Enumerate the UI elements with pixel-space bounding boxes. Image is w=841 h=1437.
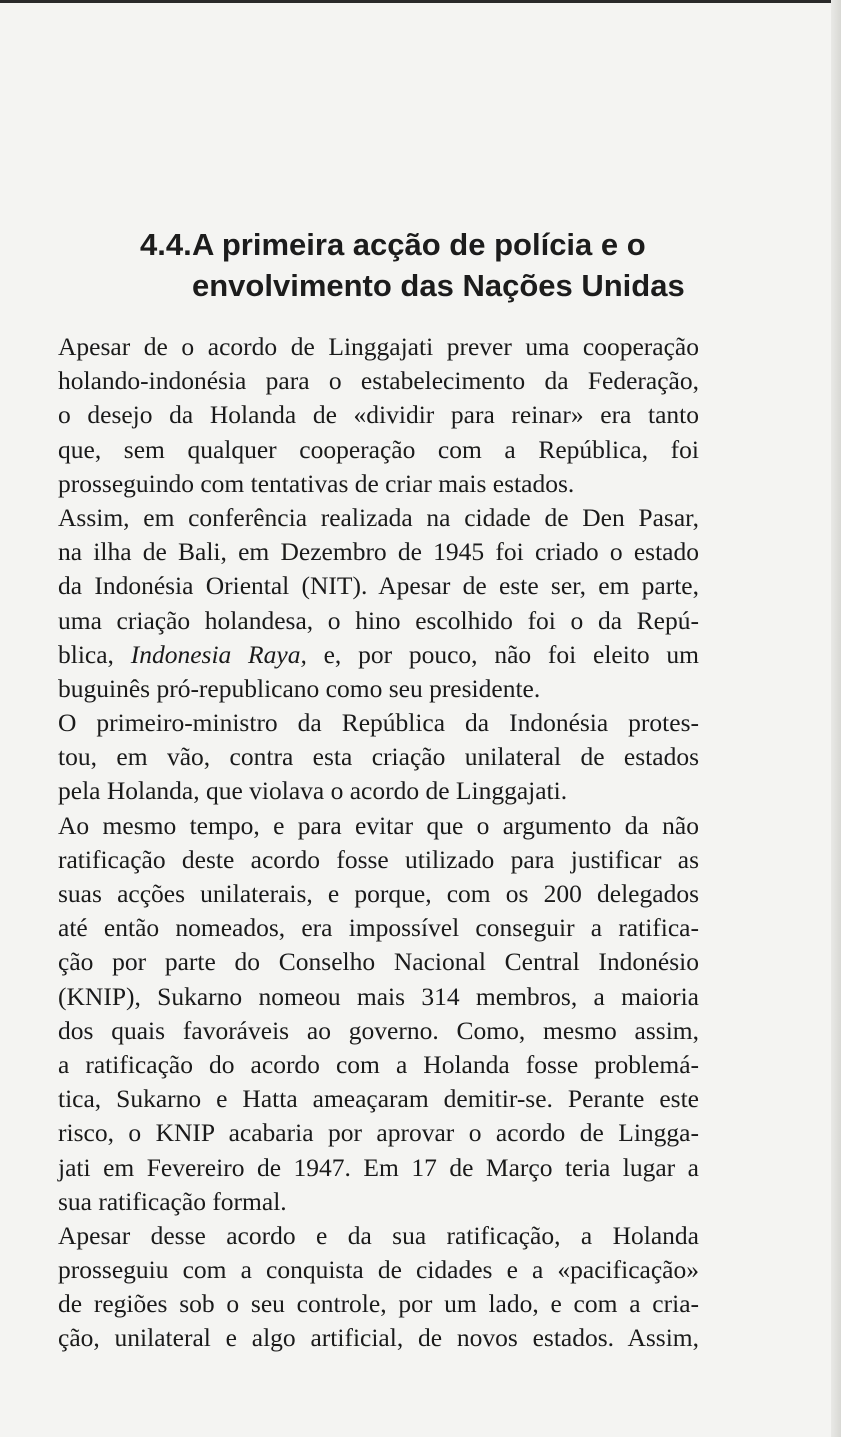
text-line: risco, o KNIP acabaria por aprovar o acordo de Lingga- <box>58 1118 699 1148</box>
body-text <box>58 330 699 1356</box>
top-border-rule <box>0 0 832 3</box>
text-line: jati em Fevereiro de 1947. Em 17 de Março teria lugar a <box>58 1152 699 1182</box>
text-line: de regiões sob o seu controle, por um lado, e com a cria- <box>58 1289 699 1319</box>
anthem-title-italic: Indonesia Raya, <box>130 639 307 669</box>
text-line: a ratificação do acordo com a Holanda fosse problemá- <box>58 1049 699 1079</box>
text-line: Apesar de o acordo de Linggajati prever uma cooperação <box>58 332 699 361</box>
text-line: (KNIP), Sukarno nomeou mais 314 membros, a maioria <box>58 981 699 1011</box>
text-line: ção, unilateral e algo artificial, de novos estados. Assim, <box>58 1323 699 1353</box>
text-line: Assim, em conferência realizada na cidade de Den Pasar, <box>58 502 699 532</box>
text-segment: blica, <box>58 639 131 669</box>
text-line: na ilha de Bali, em Dezembro de 1945 foi criado o estado <box>58 537 699 567</box>
text-line: Apesar desse acordo e da sua ratificação, a Holanda <box>58 1220 699 1250</box>
text-line: ção por parte do Conselho Nacional Central Indonésio <box>58 947 699 977</box>
text-line: O primeiro-ministro da República da Indonésia protes- <box>58 708 699 738</box>
text-line: Ao mesmo tempo, e para evitar que o argumento da não <box>58 810 699 840</box>
text-line: sua ratificação formal. <box>58 1186 287 1216</box>
section-title-line-2: envolvimento das Nações Unidas <box>192 268 685 303</box>
text-line: suas acções unilaterais, e porque, com os 200 delegados <box>58 879 699 908</box>
text-line: pela Holanda, que violava o acordo de Linggajati. <box>58 776 568 806</box>
text-line: tou, em vão, contra esta criação unilateral de estados <box>58 742 699 772</box>
text-line: dos quais favoráveis ao governo. Como, mesmo assim, <box>58 1015 699 1045</box>
text-line: da Indonésia Oriental (NIT). Apesar de este ser, em parte, <box>58 571 699 601</box>
text-line: holando-indonésia para o estabelecimento da Federação, <box>58 366 699 396</box>
text-line: até então nomeados, era impossível conseguir a ratifica- <box>58 913 699 943</box>
section-heading <box>140 224 700 306</box>
section-number: 4.4. <box>140 227 192 262</box>
text-line: prosseguiu com a conquista de cidades e a «pacificação» <box>58 1255 699 1285</box>
text-line-with-italic <box>58 638 699 672</box>
section-title-line-1: A primeira acção de polícia e o <box>192 227 646 262</box>
text-line: o desejo da Holanda de «dividir para reinar» era tanto <box>58 400 699 430</box>
text-line: que, sem qualquer cooperação com a República, foi <box>58 434 699 464</box>
text-line: ratificação deste acordo fosse utilizado para justificar as <box>58 844 699 874</box>
text-line: tica, Sukarno e Hatta ameaçaram demitir-se. Perante este <box>58 1084 699 1114</box>
text-line: prosseguindo com tentativas de criar mais estados. <box>58 468 575 498</box>
text-line: uma criação holandesa, o hino escolhido foi o da Repú- <box>58 605 699 635</box>
page-edge-shadow <box>831 0 841 1437</box>
text-line: buguinês pró-republicano como seu presidente. <box>58 673 541 703</box>
text-segment: e, por pouco, não foi eleito um <box>306 639 700 669</box>
